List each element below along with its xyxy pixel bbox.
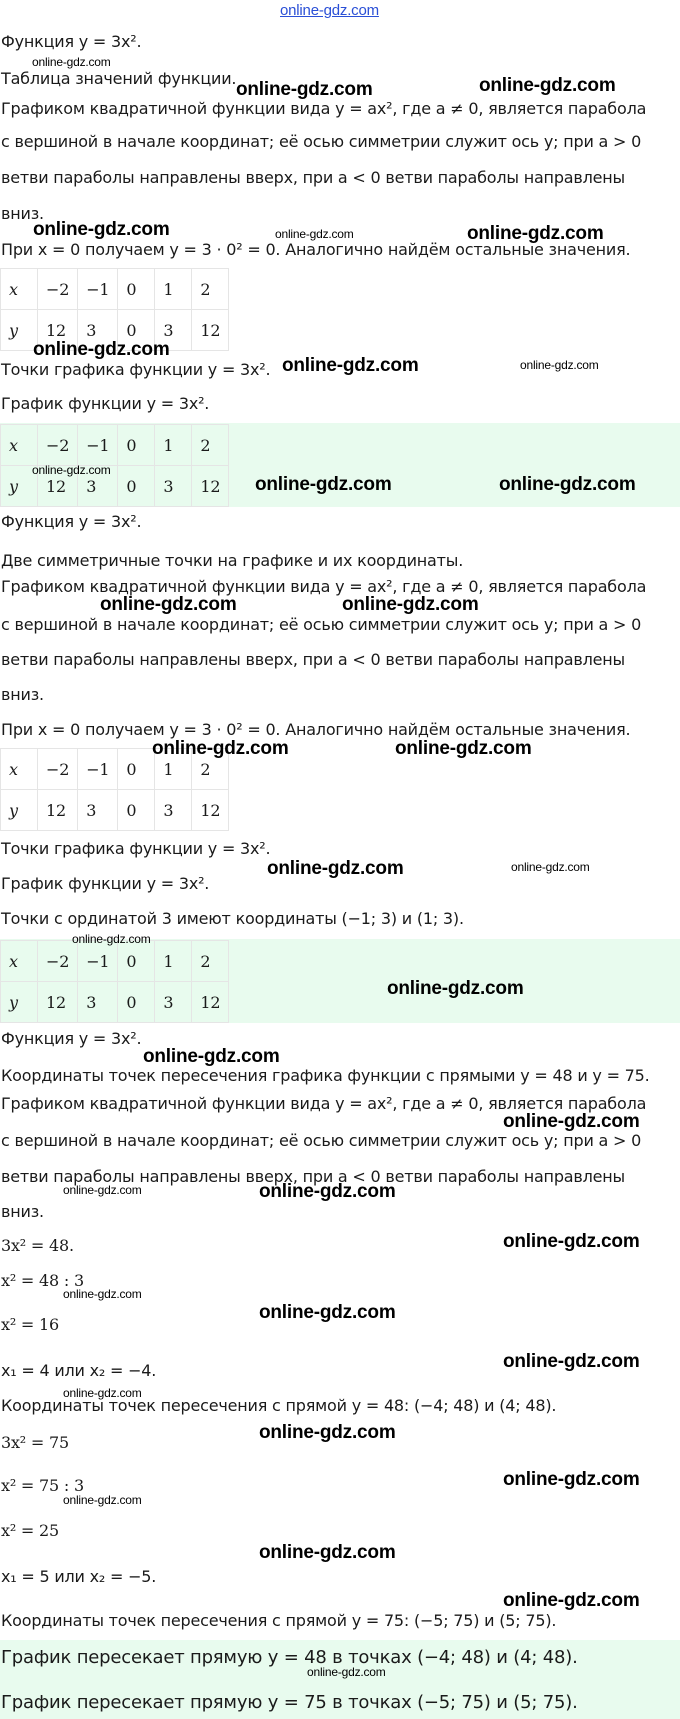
table-cell: 3 <box>78 790 118 831</box>
table-cell: 12 <box>192 310 229 351</box>
table-cell: −2 <box>38 269 78 310</box>
watermark: online-gdz.com <box>259 1422 396 1443</box>
table-header-x: x <box>1 425 38 466</box>
watermark: online-gdz.com <box>259 1542 396 1563</box>
table-cell: 12 <box>192 982 229 1023</box>
table-cell: 2 <box>192 749 229 790</box>
table-row <box>1 982 229 1023</box>
section1-title: Функция y = 3x². <box>1 32 142 51</box>
watermark: online-gdz.com <box>479 75 616 96</box>
section1-theory-line: вниз. <box>1 204 44 223</box>
section1-subtitle: Таблица значений функции. <box>1 69 237 88</box>
table-header-x: x <box>1 749 38 790</box>
table-cell: 3 <box>78 466 118 507</box>
answer-line: График пересекает прямую y = 75 в точках (−5; 75) и (5; 75). <box>1 1692 578 1713</box>
watermark: online-gdz.com <box>63 1183 142 1197</box>
watermark: online-gdz.com <box>32 463 111 477</box>
section3-subtitle: Координаты точек пересечения графика функции с прямыми y = 48 и y = 75. <box>1 1066 650 1085</box>
watermark: online-gdz.com <box>503 1590 640 1611</box>
table-row <box>1 790 229 831</box>
table-cell: 3 <box>155 982 192 1023</box>
table-cell: 3 <box>155 466 192 507</box>
section2-subtitle: Две симметричные точки на графике и их координаты. <box>1 551 464 570</box>
watermark: online-gdz.com <box>503 1469 640 1490</box>
result-48: Координаты точек пересечения с прямой y = 48: (−4; 48) и (4; 48). <box>1 1396 557 1415</box>
watermark: online-gdz.com <box>32 55 111 69</box>
watermark: online-gdz.com <box>143 1046 280 1067</box>
table-cell: 3 <box>78 982 118 1023</box>
table-cell: 0 <box>118 310 155 351</box>
section3-theory-line: вниз. <box>1 1202 44 1221</box>
table-cell: 12 <box>192 790 229 831</box>
table-cell: 1 <box>155 941 192 982</box>
table-cell: 12 <box>38 310 78 351</box>
equation-line: x² = 75 : 3 <box>1 1476 84 1495</box>
watermark: online-gdz.com <box>100 594 237 615</box>
section1-theory-line: с вершиной в начале координат; её осью симметрии служит ось y; при a > 0 <box>1 132 642 151</box>
section1-calc: При x = 0 получаем y = 3 · 0² = 0. Аналогично найдём остальные значения. <box>1 240 631 259</box>
watermark: online-gdz.com <box>33 219 170 240</box>
section2-answer: Точки с ординатой 3 имеют координаты (−1; 3) и (1; 3). <box>1 909 464 928</box>
watermark: online-gdz.com <box>503 1111 640 1132</box>
equation-line: x² = 25 <box>1 1521 59 1540</box>
watermark: online-gdz.com <box>236 79 373 100</box>
watermark: online-gdz.com <box>503 1231 640 1252</box>
watermark: online-gdz.com <box>72 932 151 946</box>
table-cell: 1 <box>155 269 192 310</box>
equation-line: x₁ = 5 или x₂ = −5. <box>1 1567 157 1586</box>
watermark: online-gdz.com <box>255 474 392 495</box>
watermark: online-gdz.com <box>63 1287 142 1301</box>
equation-line: x₁ = 4 или x₂ = −4. <box>1 1361 157 1380</box>
equation-line: x² = 48 : 3 <box>1 1271 84 1290</box>
result-75: Координаты точек пересечения с прямой y = 75: (−5; 75) и (5; 75). <box>1 1611 557 1630</box>
section1-points-label: Точки графика функции y = 3x². <box>1 360 271 379</box>
section3-theory-line: Графиком квадратичной функции вида y = ax², где a ≠ 0, является парабола <box>1 1094 647 1113</box>
equation-line: x² = 16 <box>1 1315 59 1334</box>
section1-graph-label: График функции y = 3x². <box>1 394 210 413</box>
table-cell: 0 <box>118 749 155 790</box>
watermark: online-gdz.com <box>282 355 419 376</box>
table-cell: 0 <box>118 790 155 831</box>
watermark: online-gdz.com <box>395 738 532 759</box>
section1-theory-line: Графиком квадратичной функции вида y = ax², где a ≠ 0, является парабола <box>1 99 647 118</box>
table-cell: 1 <box>155 749 192 790</box>
table-cell: 2 <box>192 941 229 982</box>
table-cell: 0 <box>118 425 155 466</box>
value-table <box>0 748 229 831</box>
watermark: online-gdz.com <box>499 474 636 495</box>
table-cell: 0 <box>118 941 155 982</box>
table-cell: −1 <box>78 749 118 790</box>
table-cell: −1 <box>78 425 118 466</box>
section2-theory-line: Графиком квадратичной функции вида y = ax², где a ≠ 0, является парабола <box>1 577 647 596</box>
equation-line: 3x² = 48. <box>1 1236 74 1255</box>
table-header-y: y <box>1 982 38 1023</box>
table-cell: 3 <box>78 310 118 351</box>
table-header-y: y <box>1 466 38 507</box>
watermark: online-gdz.com <box>503 1351 640 1372</box>
section2-theory-line: с вершиной в начале координат; её осью симметрии служит ось y; при a > 0 <box>1 615 642 634</box>
table-cell: 1 <box>155 425 192 466</box>
table-cell: −2 <box>38 941 78 982</box>
table-header-y: y <box>1 790 38 831</box>
watermark: online-gdz.com <box>63 1493 142 1507</box>
table-cell: 2 <box>192 425 229 466</box>
section3-title: Функция y = 3x². <box>1 1029 142 1048</box>
answer-line: График пересекает прямую y = 48 в точках (−4; 48) и (4; 48). <box>1 1647 578 1668</box>
section2-calc: При x = 0 получаем y = 3 · 0² = 0. Аналогично найдём остальные значения. <box>1 720 631 739</box>
watermark: online-gdz.com <box>387 978 524 999</box>
table-cell: 12 <box>38 982 78 1023</box>
section2-points-label: Точки графика функции y = 3x². <box>1 839 271 858</box>
table-cell: 0 <box>118 982 155 1023</box>
table-cell: −1 <box>78 269 118 310</box>
table-cell: −1 <box>78 941 118 982</box>
watermark-link[interactable]: online-gdz.com <box>280 2 379 19</box>
watermark: online-gdz.com <box>259 1181 396 1202</box>
watermark: online-gdz.com <box>152 738 289 759</box>
table-cell: 3 <box>155 790 192 831</box>
table-header-y: y <box>1 310 38 351</box>
table-row <box>1 425 229 466</box>
watermark: online-gdz.com <box>259 1302 396 1323</box>
watermark: online-gdz.com <box>275 227 354 241</box>
section1-theory-line: ветви параболы направлены вверх, при a < 0 ветви параболы направлены <box>1 168 625 187</box>
watermark: online-gdz.com <box>307 1665 386 1679</box>
table-cell: −2 <box>38 425 78 466</box>
table-header-x: x <box>1 269 38 310</box>
section2-theory-line: вниз. <box>1 685 44 704</box>
table-cell: 0 <box>118 466 155 507</box>
table-cell: 12 <box>192 466 229 507</box>
table-header-x: x <box>1 941 38 982</box>
watermark: online-gdz.com <box>33 339 170 360</box>
section2-graph-label: График функции y = 3x². <box>1 874 210 893</box>
table-cell: 3 <box>155 310 192 351</box>
table-row <box>1 269 229 310</box>
table-cell: 2 <box>192 269 229 310</box>
watermark: online-gdz.com <box>267 858 404 879</box>
section3-theory-line: ветви параболы направлены вверх, при a < 0 ветви параболы направлены <box>1 1167 625 1186</box>
equation-line: 3x² = 75 <box>1 1433 69 1452</box>
graph-points-table <box>0 940 229 1023</box>
watermark: online-gdz.com <box>520 358 599 372</box>
table-cell: −2 <box>38 749 78 790</box>
table-row <box>1 941 229 982</box>
table-cell: 12 <box>38 790 78 831</box>
section2-title: Функция y = 3x². <box>1 512 142 531</box>
table-cell: 0 <box>118 269 155 310</box>
watermark: online-gdz.com <box>342 594 479 615</box>
watermark: online-gdz.com <box>467 223 604 244</box>
section3-theory-line: с вершиной в начале координат; её осью симметрии служит ось y; при a > 0 <box>1 1131 642 1150</box>
table-cell: 12 <box>38 466 78 507</box>
watermark: online-gdz.com <box>63 1386 142 1400</box>
watermark: online-gdz.com <box>511 860 590 874</box>
section2-theory-line: ветви параболы направлены вверх, при a < 0 ветви параболы направлены <box>1 650 625 669</box>
